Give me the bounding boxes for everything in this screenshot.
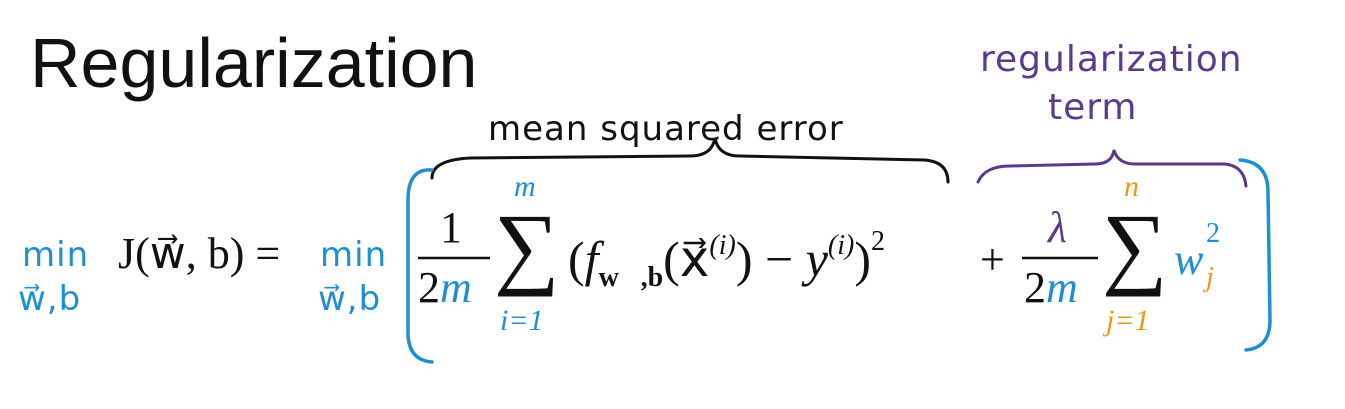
fraction1-denominator: 2m bbox=[418, 263, 472, 312]
x-open-paren: ( bbox=[663, 231, 680, 287]
weight-subscript-j: j bbox=[1206, 262, 1214, 293]
slide-title: Regularization bbox=[30, 24, 478, 102]
y-label: y bbox=[805, 231, 828, 287]
rhs-min-subscript: w⃗,b bbox=[318, 279, 382, 319]
weight-exponent: 2 bbox=[1206, 218, 1220, 249]
mse-annotation: mean squared error bbox=[488, 109, 844, 149]
open-paren: ( bbox=[568, 231, 585, 287]
lhs-min: min bbox=[22, 235, 90, 275]
x-vector: x⃗ bbox=[679, 231, 710, 287]
regularization-brace bbox=[978, 150, 1246, 186]
fraction1-numerator: 1 bbox=[440, 203, 462, 252]
sum2-upper-limit: n bbox=[1124, 170, 1139, 203]
model-f-subscript: w⃗,b bbox=[598, 262, 664, 293]
regularization-annotation-line2: term bbox=[1048, 87, 1138, 128]
squared-exponent: 2 bbox=[870, 226, 885, 257]
fraction2-denominator: 2m bbox=[1024, 263, 1078, 312]
x-superscript: (i) bbox=[709, 230, 736, 261]
weight-w: w bbox=[1174, 235, 1204, 284]
x-close-paren: ) bbox=[735, 231, 753, 287]
sum1-upper-limit: m bbox=[514, 170, 536, 203]
error-term bbox=[568, 228, 885, 292]
sum2-sigma: ∑ bbox=[1102, 195, 1168, 297]
sum1-lower-limit: i=1 bbox=[500, 304, 544, 337]
model-f: f bbox=[584, 231, 599, 287]
y-superscript: (i) bbox=[827, 230, 855, 261]
cost-function-lhs: J(w⃗, b) = bbox=[118, 229, 281, 278]
regularization-annotation-line1: regularization bbox=[980, 39, 1243, 80]
minus-sign: − bbox=[764, 231, 794, 287]
rhs-min: min bbox=[320, 235, 388, 275]
sum2-lower-limit: j=1 bbox=[1106, 304, 1150, 337]
lhs-min-subscript: w⃗,b bbox=[18, 279, 82, 319]
close-paren: ) bbox=[854, 231, 871, 287]
sum1-sigma: ∑ bbox=[494, 195, 560, 297]
plus-sign: + bbox=[980, 235, 1005, 284]
lambda-numerator: λ bbox=[1048, 203, 1068, 252]
mse-brace bbox=[432, 138, 948, 182]
right-bracket bbox=[1240, 160, 1270, 350]
